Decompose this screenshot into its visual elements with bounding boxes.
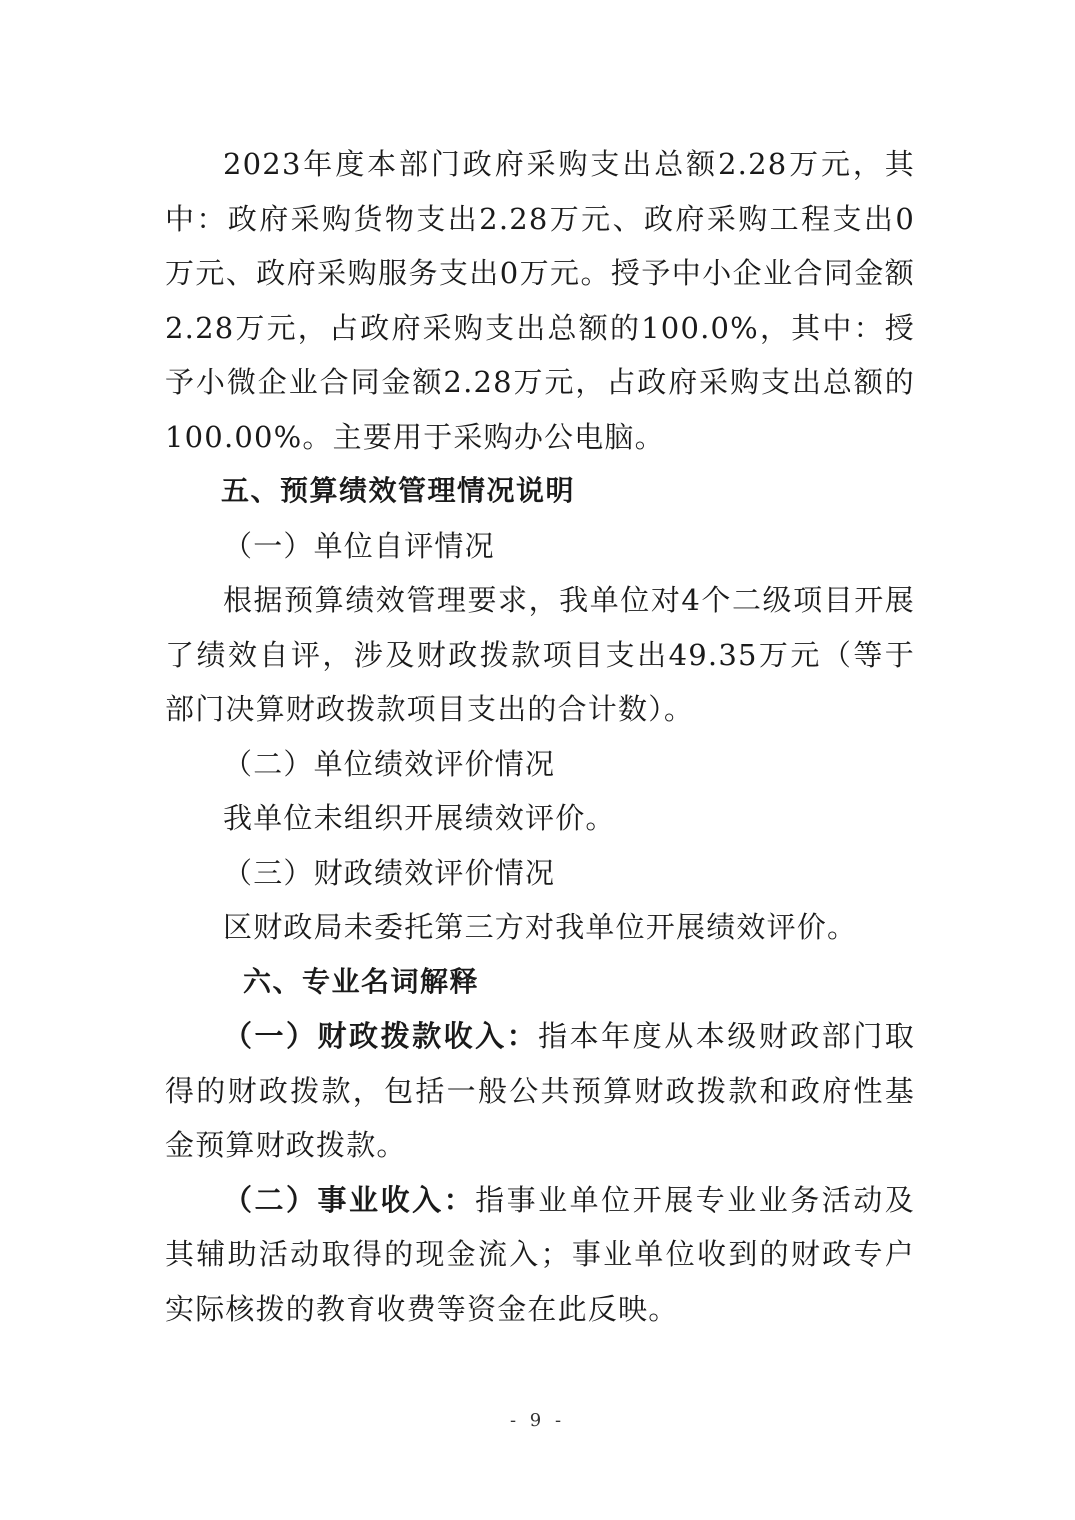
- term1-text: 指本年度从本级财政部门取得的财政拨款，包括一般公共预算财政拨款和政府性基金预算财政拨款。: [165, 1019, 915, 1162]
- section5-title: 五、预算绩效管理情况说明: [221, 474, 576, 507]
- section5-sub3-title: （三）财政绩效评价情况: [223, 855, 556, 890]
- section6-title: 六、专业名词解释: [243, 964, 480, 998]
- section6-term1: [165, 1009, 915, 1173]
- procurement-paragraph: 2023年度本部门政府采购支出总额2.28万元，其中：政府采购货物支出2.28万元、政府采购工程支出0万元、政府采购服务支出0万元。授予中小企业合同金额2.28万元，占政府采购支出总额的100.0%，其中：授予小微企业合同金额2.28万元，占政府采购支出总额的100.00%。主要用于采购办公电脑。: [165, 147, 915, 454]
- document-body: [165, 137, 915, 1336]
- section5-sub1-title: （一）单位自评情况: [223, 528, 495, 563]
- section5-sub2-title: （二）单位绩效评价情况: [223, 746, 556, 781]
- page-number: - 9 -: [509, 1410, 566, 1431]
- section5-sub2-text: 我单位未组织开展绩效评价。: [223, 801, 616, 835]
- term2-label: （二）事业收入：: [223, 1182, 476, 1217]
- term2-text: 指事业单位开展专业业务活动及其辅助活动取得的现金流入；事业单位收到的财政专户实际核拨的教育收费等资金在此反映。: [165, 1182, 915, 1326]
- term1-label: （一）财政拨款收入：: [223, 1019, 539, 1053]
- section6-term2: [165, 1173, 915, 1337]
- section5-sub1-text: 根据预算绩效管理要求，我单位对4个二级项目开展了绩效自评，涉及财政拨款项目支出49.35万元（等于部门决算财政拨款项目支出的合计数）。: [165, 583, 915, 726]
- section5-sub3-text: 区财政局未委托第三方对我单位开展绩效评价。: [223, 910, 858, 944]
